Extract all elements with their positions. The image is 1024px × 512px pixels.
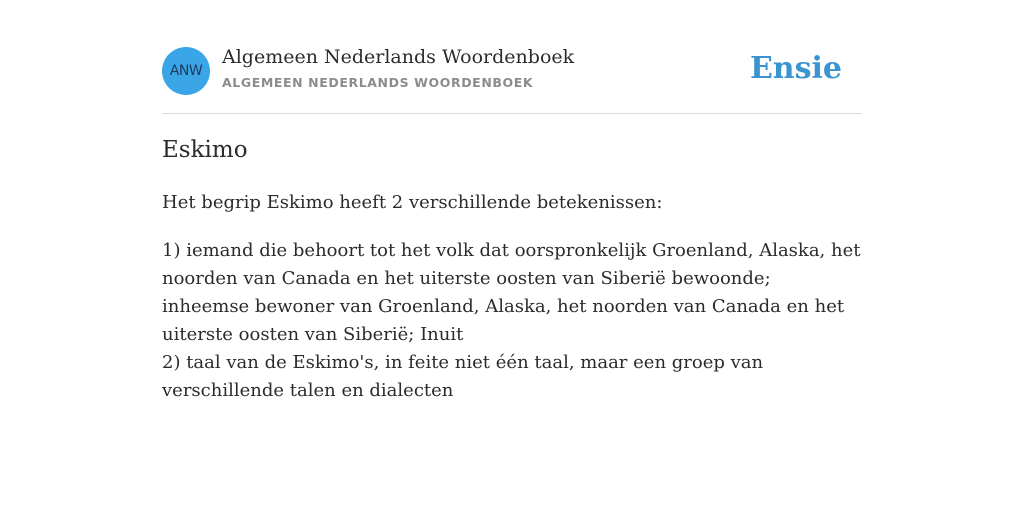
entry-term: Eskimo: [162, 137, 248, 163]
anw-logo[interactable]: [162, 47, 210, 95]
definitions-list: [162, 237, 862, 405]
entry-intro: Het begrip Eskimo heeft 2 verschillende betekenissen:: [162, 192, 663, 213]
ensie-brand-logo[interactable]: Ensie: [749, 51, 842, 86]
definition-item: 1) iemand die behoort tot het volk dat oorspronkelijk Groenland, Alaska, het noorden van Canada en het uiterste oosten van Siberië bewoonde; inheemse bewoner van Groenland, Alaska, het noorden van Canada en het uiterste oosten van Siberië; Inuit: [162, 240, 861, 345]
anw-logo-text: ANW: [169, 63, 203, 79]
entry-card: [162, 0, 862, 512]
header-divider: [162, 113, 862, 114]
source-header: [162, 46, 862, 96]
definition-item: 2) taal van de Eskimo's, in feite niet één taal, maar een groep van verschillende talen en dialecten: [162, 352, 764, 401]
source-subtitle: ALGEMEEN NEDERLANDS WOORDENBOEK: [222, 75, 534, 90]
source-title[interactable]: Algemeen Nederlands Woordenboek: [222, 46, 575, 68]
